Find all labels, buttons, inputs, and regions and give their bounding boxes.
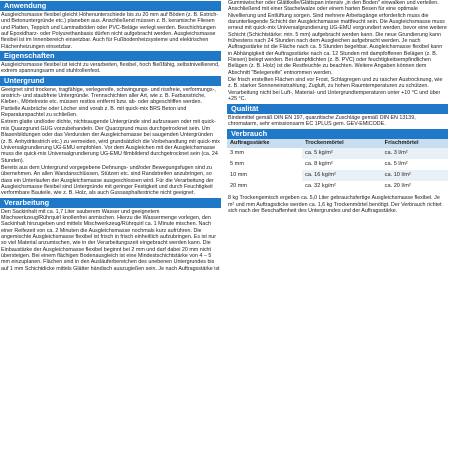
qualitaet-text: Bindemittel gemäß DIN EN 197, quarzitische Zuschläge gemäß DIN EN 13139, chromatarm, sehr emissionsarm EC 1PLUS gem. GEV-EMICODE. (228, 114, 416, 127)
section-title-qualitaet: Qualität (227, 104, 448, 114)
table-cell-dry: ca. 16 kg/m² (302, 170, 382, 181)
table-cell-dry: ca. 8 kg/m² (305, 161, 333, 168)
table-header-auftragsstaerke: Auftragsstärke (227, 139, 302, 148)
table-cell-thickness: 20 mm (230, 183, 248, 190)
table-cell-dry: ca. 32 kg/m² (305, 183, 336, 190)
table-cell-dry: ca. 5 kg/m² (302, 148, 382, 159)
verarbeitung-continued-text: Gummiwischer oder Glättkelle/Glättspan intensiv „in den Boden" einwalken und verteilen. Anschließend mit einer Stachelwalze oder einem harten Besen für eine optimale Nivellierung und Entlüftung sorgen. Sind mehrere Arbeitsgänge erforderlich muss die darunterliegende Schicht der Ausgleichsmasse mattfeucht sein. Die Ausgleichsmasse muss erneut mit quick-mix Universalgrundierung UG-EMU vorgrundiert werden, bevor eine weitere Schicht (Schichtstärke: min. 5 mm) aufgebracht werden kann. Die neue Grundierung kann frühestens nach 24 Stunden nach dem Ausgleichen aufgebracht werden. Je nach Auftragsstärke ist die Fläche nach ca. 5 Stunden begehbar. Ausgleichsmasse flexibel kann in Abhängigkeit der Auftragsstärke nach ca. 12 Stunden mit dampfoffenen Belägen (z. B. Fliesen) belegt werden. Bei dampfdichten (z. B. PVC) oder feuchtigkeitsempfindlichen Belägen (z. B. Holz) ist die Restfeuchte zu beachten. Weitere Angaben können dem Abschnitt "Belegereife" entnommen werden. (228, 0, 447, 76)
untergrund-text-1: Geeignet sind trockene, tragfähige, verlegereife, schwingungs- und rissfreie, verformungs-, anstrich- und staubfreie Untergründe. Trennschichten aller Art, wie z. B. Farbanstriche, Kleber-, Mörtelreste etc. müssen restlos entfernt bzw. ab- oder abgeschliffen werden. Partielle Ausbrüche oder Löcher sind vorab z. B. mit quick-mix BRS Beton und Reparaturspachtel zu schließen. (1, 86, 216, 119)
table-cell-wet: ca. 5 l/m² (384, 161, 408, 168)
verbrauch-table (227, 139, 448, 192)
table-row (227, 148, 448, 159)
section-title-untergrund: Untergrund (0, 76, 221, 86)
table-header-frischmoertel: Frischmörtel (382, 139, 448, 148)
table-header-trockenmoertel: Trockenmörtel (302, 139, 382, 148)
section-title-eigenschaften: Eigenschaften (0, 51, 221, 61)
verbrauch-note: 8 kg Trockengemisch ergeben ca. 5,0 Liter gebrauchsfertige Ausgleichsmasse flexibel. Je m² und mm Auftragsdicke werden ca. 1,6 kg Trockenmörtel benötigt. Der Verbrauch richtet sich nach der Beschaffenheit des Untergrundes und der Auftragsstärke. (228, 195, 442, 214)
verarbeitung-schutz-text: Die frisch erstellten Flächen sind vor Frost, Schlagregen und zu rascher Austrocknung, wie z. B. starker Sonneneinstrahlung, Zugluft, zu hohen Raumtemperaturen zu schützen. Verarbeitung nicht bei Luft-, Material- und Untergrundtemperaturen unter +10 °C und über +25 °C. (228, 77, 443, 103)
table-cell-thickness: 5 mm (230, 161, 244, 168)
eigenschaften-text: Ausgleichsmasse flexibel ist leicht zu verarbeiten, flexibel, hoch fließfähig, selbstnivellierend, extrem spannungsarm und stuhlrollenfest. (1, 62, 220, 75)
section-title-anwendung: Anwendung (0, 1, 221, 11)
table-cell-wet: ca. 3 l/m² (382, 148, 448, 159)
table-cell-wet: ca. 10 l/m² (382, 170, 448, 181)
section-title-verarbeitung: Verarbeitung (0, 198, 221, 208)
left-column (0, 0, 221, 273)
anwendung-text: Ausgleichsmasse flexibel gleicht Höhenunterschiede bis zu 20 mm auf Böden (z. B. Estrich- und Betonuntergründe etc.) planeben aus. Anschließend müssen z. B. keramische Fliesen und Platten, Teppich und Laminatböden oder PVC-Beläge verlegt werden. Beschichtungen auf Epoxidharz- oder Polyurethanbasis dürfen nicht aufgebracht werden. Ausgleichsmasse flexibel ist im Innenbereich einsetzbar. Auch für Fußbodenheizsysteme und elektrischen Flächenheizungen einsetzbar. (1, 12, 219, 50)
table-cell-thickness: 3 mm (230, 150, 244, 157)
table-row (227, 159, 448, 170)
table-row (227, 170, 448, 181)
untergrund-text-2: Extrem glatte und/oder dichte, nichtsaugende Untergründe sind aufzurauen oder mit quick-mix Quarzgrund GUG vorzubehandeln. Der Quarzgrund muss durchgetrocknet sein. Um Blasenbildungen oder das Verdursten der Ausgleichsmasse bei saugenden Untergründen (z. B. Anhydritestrich etc.) zu vermeiden, wird grundsätzlich die Vorbehandlung mit quick-mix Universalgrundierung UG-EMU empfohlen. Vor dem Ausgleichen mit der Ausgleichsmasse muss die quick-mix Universalgrundierung UG-EMU filmbildend durchgetrocknet sein (ca. 24 Stunden). (1, 119, 220, 164)
table-cell-wet: ca. 20 l/m² (384, 183, 411, 190)
untergrund-text-3: Bereits aus dem Untergrund vorgegebene Dehnungs- und/oder Bewegungsfugen sind zu übernehmen. An allen Wandanschlüssen, Stützen etc. sind Randstreifen anzubringen, so dass ein Unterlaufen der Ausgleichsmasse ausgeschlossen wird. Für die Verarbeitung der Ausgleichsmasse flexibel sind Untergründe mit geringer Festigkeit und durch Feuchtigkeit verformbare Bauteile, wie z. B. Holz, als auch Gussasphaltestriche nicht geeignet. (1, 164, 214, 197)
table-row (227, 181, 448, 192)
table-cell-thickness: 10 mm (230, 172, 248, 179)
section-title-verbrauch: Verbrauch (227, 129, 448, 139)
table-header-row (227, 139, 448, 148)
verarbeitung-text: Den Sackinhalt mit ca. 1,7 Liter sauberem Wasser und geeignetem Mischwerkzeug/Rührquirl knollenfrei anmischen. Hierzu die Wassermenge vorlegen, den Sackinhalt hinzugeben und mittels Mischwerkzeug/Rührquirl ca. 1 Minute mischen. Nach einer Reifezeit von ca. 2 Minuten die Ausgleichsmasse nochmals kurz aufrühren. Die angemischte Ausgleichsmasse flexibel ist frisch in frisch einheitlich aufzubringen. Es ist nur so viel Material anzumischen, wie in der Verarbeitungszeit eingebracht werden kann. Die Einbaustärke der Ausgleichsmasse flexibel beginnt bei 2 mm und darf dabei 20 mm nicht übersteigen. Bei einem flächigen Bodenausgleich ist eine Mindestschichtstärke von 4 – 5 mm einzuplanen. Flächen sind in den Ausläuferbereichen des unebenen Untergrundes bis auf 1 mm Schichtdicke mittels Glätter händisch auszugießen sein. Je nach Auftragsstärke ist (1, 208, 220, 272)
right-column (227, 0, 448, 215)
